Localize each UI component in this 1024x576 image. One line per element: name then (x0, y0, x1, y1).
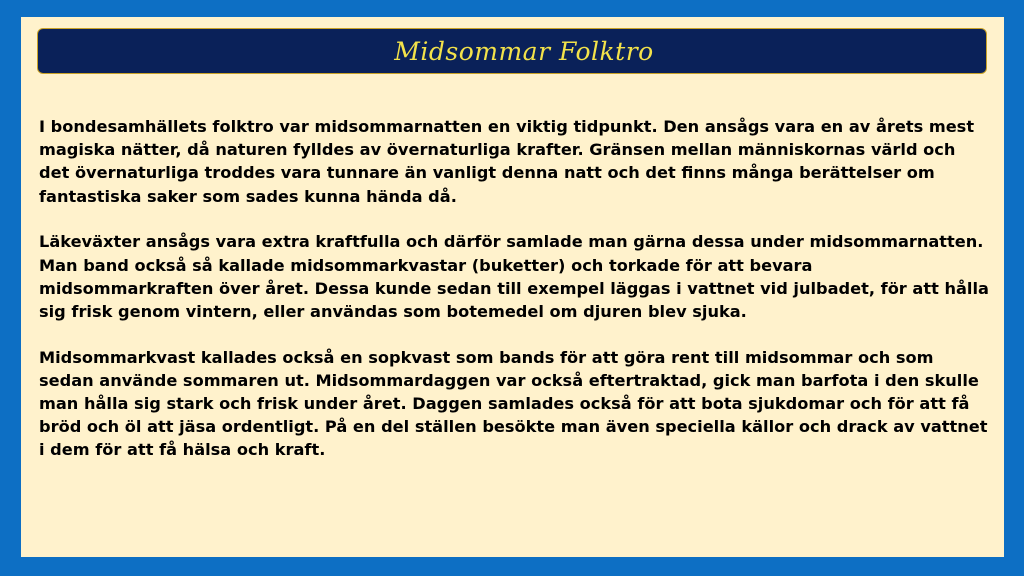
slide (21, 17, 1004, 557)
slide-title: Midsommar Folktro (394, 36, 654, 66)
slide-body (39, 115, 989, 484)
title-bar (37, 28, 987, 74)
paragraph: Läkeväxter ansågs vara extra kraftfulla och därför samlade man gärna dessa under midsommarnatten. Man band också så kallade midsommarkvastar (buketter) och torkade för att bevara midsommarkraften över året. Dessa kunde sedan till exempel läggas i vattnet vid julbadet, för att hålla sig frisk genom vintern, eller användas som botemedel om djuren blev sjuka. (39, 232, 989, 321)
paragraph: I bondesamhällets folktro var midsommarnatten en viktig tidpunkt. Den ansågs vara en av årets mest magiska nätter, då naturen fylldes av övernaturliga krafter. Gränsen mellan människornas värld och det övernaturliga troddes vara tunnare än vanligt denna natt och det finns många berättelser om fantastiska saker som sades kunna hända då. (39, 117, 975, 206)
paragraph: Midsommarkvast kallades också en sopkvast som bands för att göra rent till midsommar och som sedan använde sommaren ut. Midsommardaggen var också eftertraktad, gick man barfota i den skulle man hålla sig stark och frisk under året. Daggen samlades också för att bota sjukdomar och för att få bröd och öl att jäsa ordentligt. På en del ställen besökte man även speciella källor och drack av vattnet i dem för att få hälsa och kraft. (39, 347, 988, 460)
